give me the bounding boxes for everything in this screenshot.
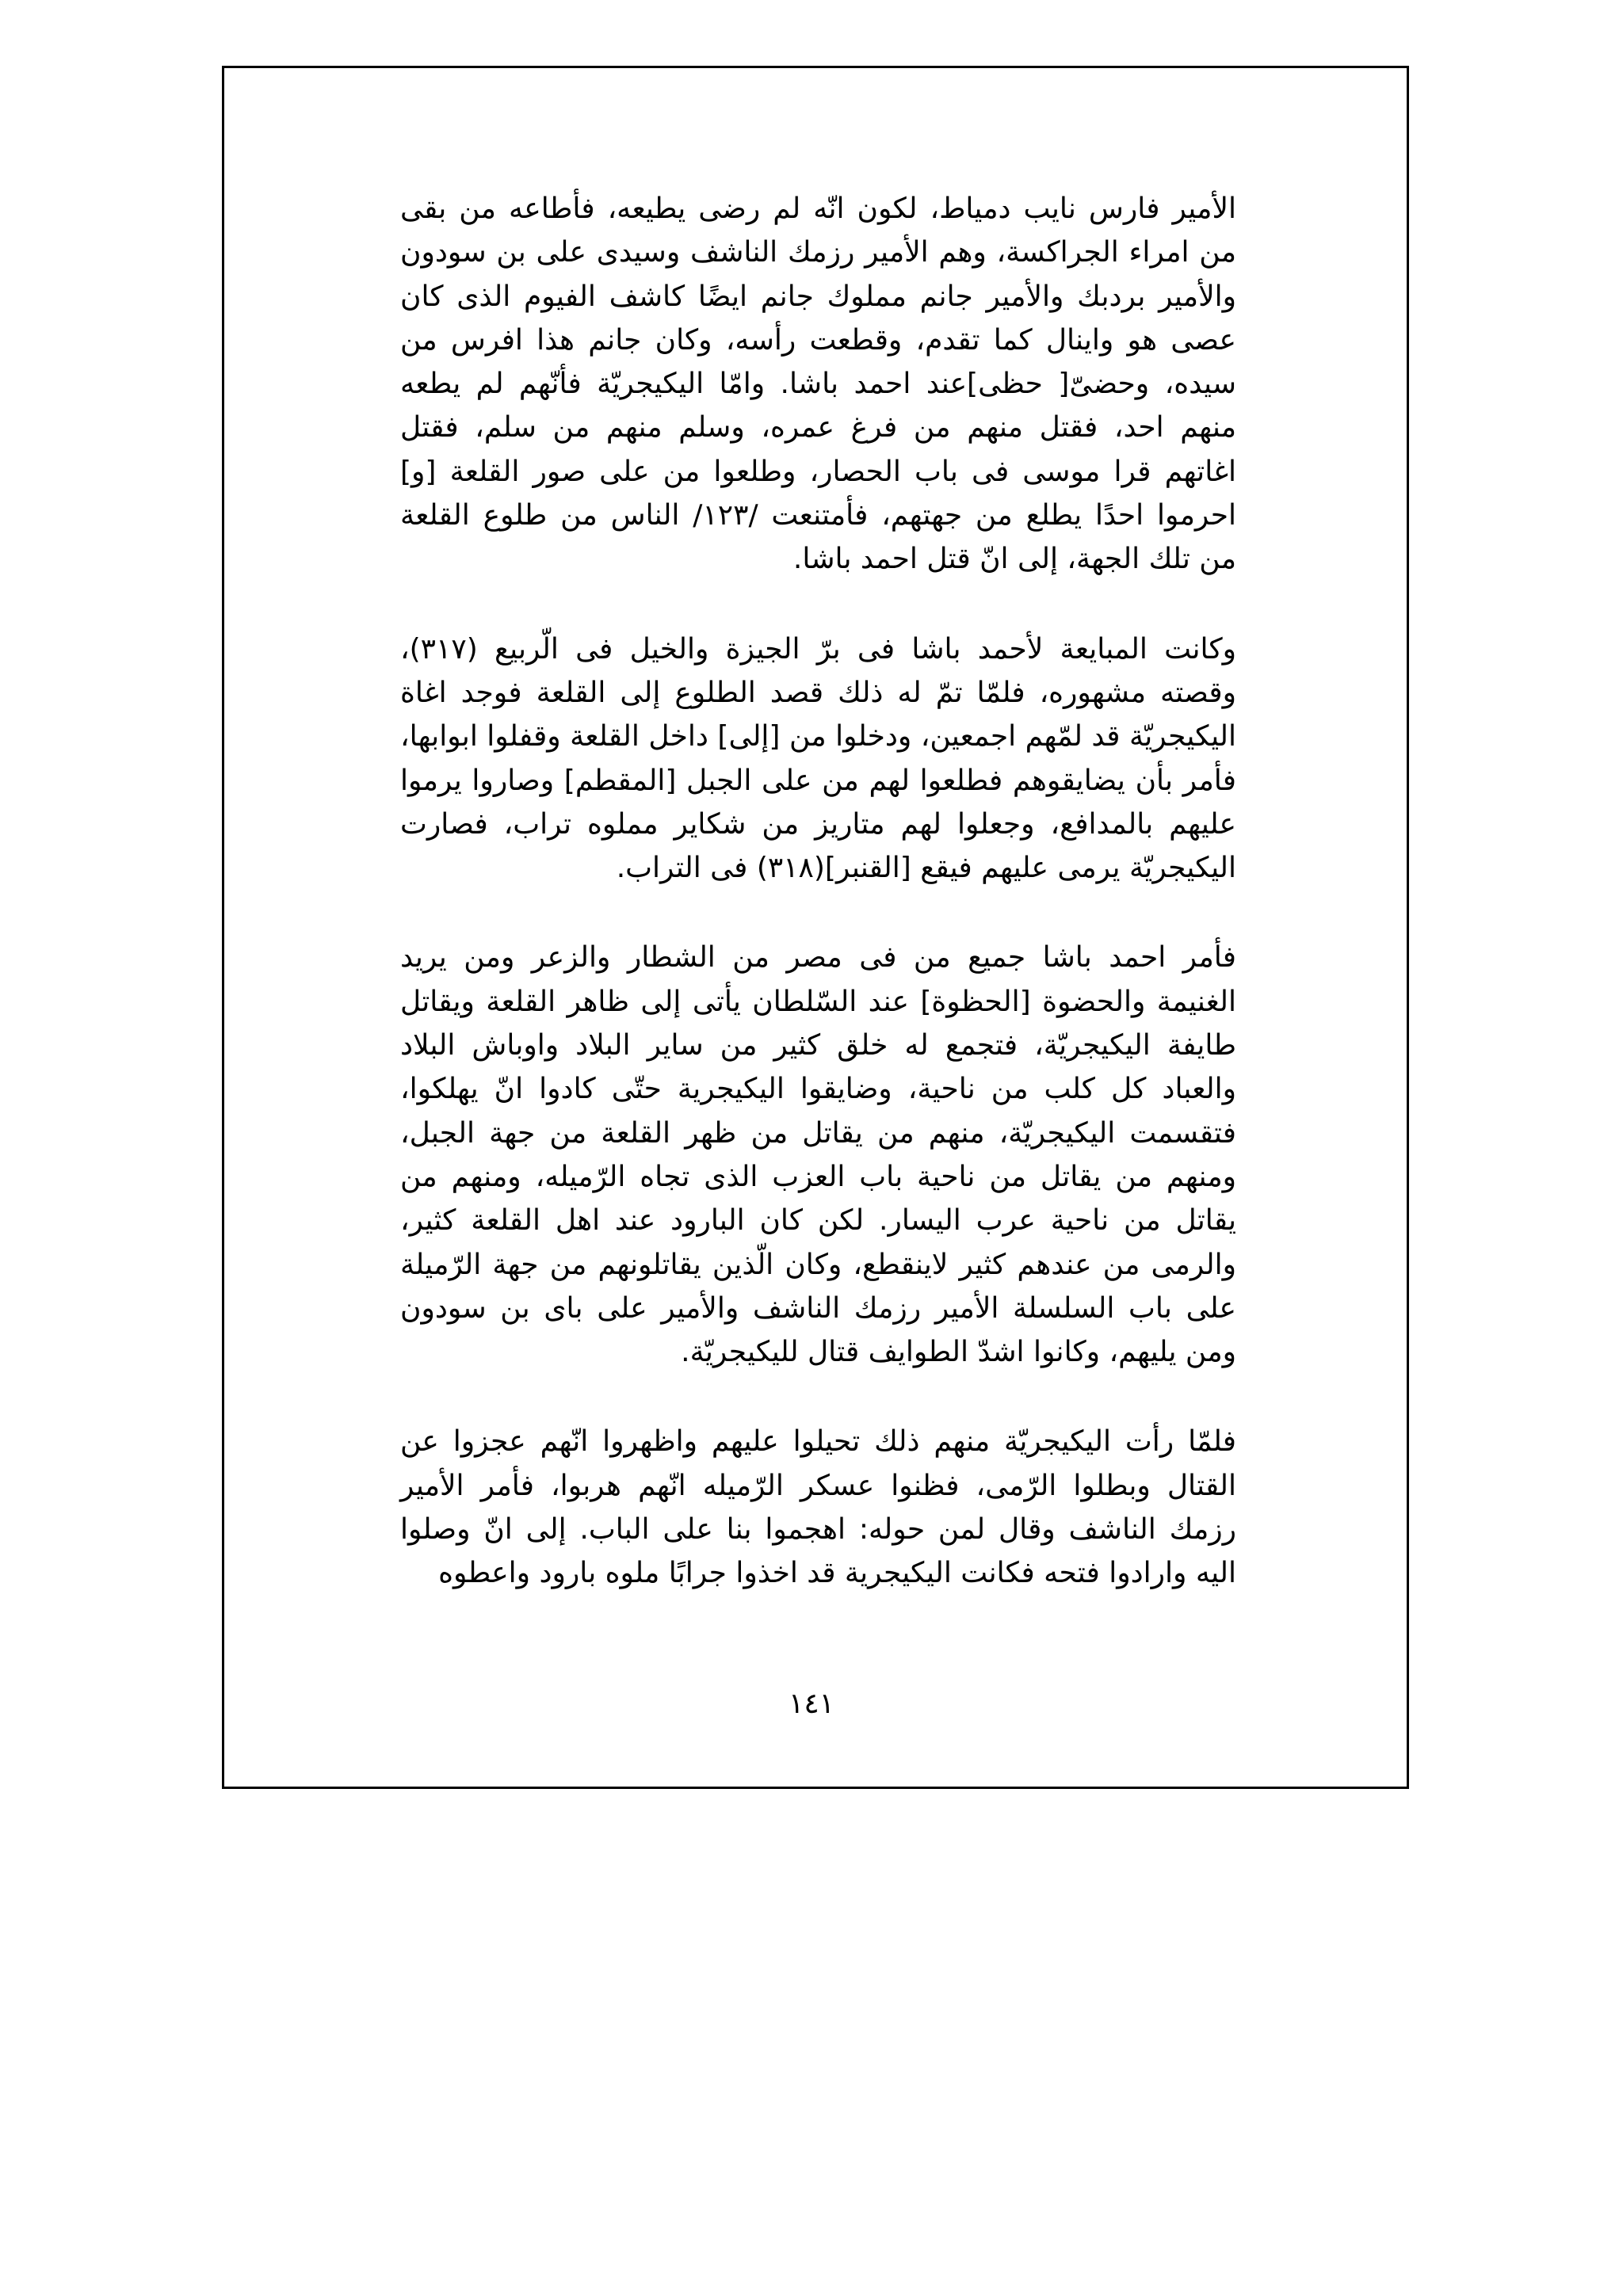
paragraph-2: وكانت المبايعة لأحمد باشا فى برّ الجيزة والخيل فى الّربيع (٣١٧)، وقصته مشهوره، فلمّا تمّ له ذلك قصد الطلوع إلى القلعة فوجد اغاة اليكيجريّة قد لمّهم اجمعين، ودخلوا من [إلى] داخل القلعة وقفلوا ابوابها، فأمر بأن يضايقوهم فطلعوا لهم من على الجبل [المقطم] وصاروا يرموا عليهم بالمدافع، وجعلوا لهم متاريز من شكاير مملوه تراب، فصارت اليكيجريّة يرمى عليهم فيقع [القنبر](٣١٨) فى التراب. <box>400 632 1236 885</box>
paragraph-1: الأمير فارس نايب دمياط، لكون انّه لم رضى يطيعه، فأطاعه من بقى من امراء الجراكسة، وهم الأمير رزمك الناشف وسيدى على بن سودون والأمير بردبك والأمير جانم مملوك جانم ايضًا كاشف الفيوم الذى كان عصى هو واينال كما تقدم، وقطعت رأسه، وكان جانم هذا افرس من سيده، وحضىّ[ حظى]عند احمد باشا. وامّا اليكيجريّة فأنّهم لم يطعه منهم احد، فقتل منهم من فرغ عمره، وسلم منهم من سلم، فقتل اغاتهم قرا موسى فى باب الحصار، وطلعوا من على صور القلعة [و] احرموا احدًا يطلع من جهتهم، فأمتنعت /١٢٣/ الناس من طلوع القلعة من تلك الجهة، إلى انّ قتل احمد باشا. <box>400 193 1236 576</box>
paragraph-3: فأمر احمد باشا جميع من فى مصر من الشطار والزعر ومن يريد الغنيمة والحضوة [الحظوة] عند السّلطان يأتى إلى ظاهر القلعة ويقاتل طايفة اليكيجريّة، فتجمع له خلق كثير من ساير البلاد واوباش البلاد والعباد كل كلب من ناحية، وضايقوا اليكيجرية حتّى كادوا انّ يهلكوا، فتقسمت اليكيجريّة، منهم من يقاتل من ظهر القلعة من جهة الجبل، ومنهم من يقاتل من ناحية باب العزب الذى تجاه الرّميله، ومنهم من يقاتل من ناحية عرب اليسار. لكن كان البارود عند اهل القلعة كثير، والرمى من عندهم كثير لاينقطع، وكان الّذين يقاتلونهم من جهة الرّميلة على باب السلسلة الأمير رزمك الناشف والأمير على باى بن سودون ومن يليهم، وكانوا اشدّ الطوايف قتال لليكيجريّة. <box>400 941 1236 1369</box>
paragraph-4: فلمّا رأت اليكيجريّة منهم ذلك تحيلوا عليهم واظهروا انّهم عجزوا عن القتال وبطلوا الرّمى، فظنوا عسكر الرّميله انّهم هربوا، فأمر الأمير رزمك الناشف وقال لمن حوله: اهجموا بنا على الباب. إلى انّ وصلوا اليه وارادوا فتحه فكانت اليكيجرية قد اخذوا جرابًا ملوه بارود واعطوه <box>400 1425 1236 1590</box>
text-body <box>400 187 1236 1642</box>
page-number: ١٤١ <box>788 1688 834 1720</box>
